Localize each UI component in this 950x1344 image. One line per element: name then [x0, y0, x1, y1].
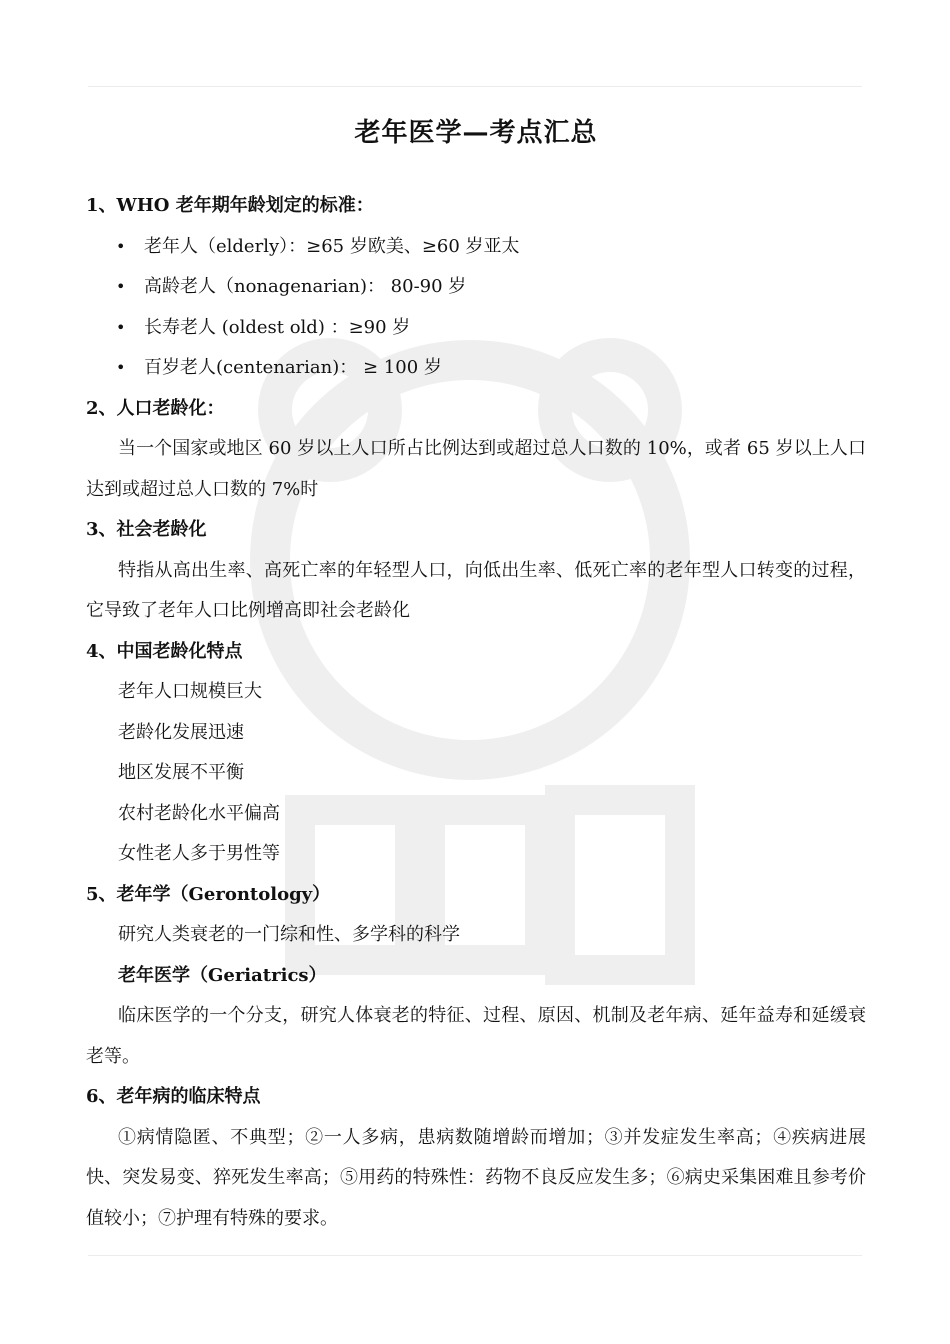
section-paragraph-5: 临床医学的一个分支，研究人体衰老的特征、过程、原因、机制及老年病、延年益寿和延缓衰老等。: [86, 1005, 866, 1067]
section-heading-4: 4、中国老龄化特点: [86, 640, 243, 662]
section-subheading-5: 老年医学（Geriatrics）: [118, 964, 327, 986]
bullet-icon: •: [116, 317, 126, 337]
section-line-5: 研究人类衰老的一门综和性、多学科的科学: [118, 924, 460, 945]
section-paragraph-6: ①病情隐匿、不典型；②一人多病，患病数随增龄而增加；③并发症发生率高；④疾病进展快、突发易变、猝死发生率高；⑤用药的特殊性：药物不良反应发生多；⑥病史采集困难且参考价值较小；⑦护理有特殊的要求。: [86, 1126, 866, 1229]
section-heading-1: 1、WHO 老年期年龄划定的标准：: [86, 195, 374, 216]
bullet-list: [86, 227, 866, 389]
section-paragraph-3: 特指从高出生率、高死亡率的年轻型人口，向低出生率、低死亡率的老年型人口转变的过程，它导致了老年人口比例增高即社会老龄化: [86, 559, 866, 621]
bullet-icon: •: [116, 277, 126, 296]
section-heading-6: 6、老年病的临床特点: [86, 1086, 261, 1107]
section-paragraph-2: 当一个国家或地区 60 岁以上人口所占比例达到或超过总人口数的 10%，或者 65 岁以上人口达到或超过总人口数的 7%时: [86, 438, 866, 500]
list-item: 农村老龄化水平偏高: [118, 802, 280, 824]
list-item: • 百岁老人(centenarian)： ≥ 100 岁: [86, 348, 866, 389]
list-item: • 长寿老人 (oldest old) ：≥90 岁: [86, 308, 866, 349]
list-item: 老年人口规模巨大: [118, 681, 262, 702]
bullet-icon: •: [116, 358, 126, 377]
list-item: 女性老人多于男性等: [118, 843, 280, 864]
list-item: 老龄化发展迅速: [118, 721, 244, 743]
list-item: 地区发展不平衡: [118, 762, 244, 783]
page-title: 老年医学—考点汇总: [354, 118, 598, 148]
list-item: • 高龄老人（nonagenarian)： 80-90 岁: [86, 267, 866, 308]
document-body: [86, 108, 866, 1239]
footer-rule: [88, 1255, 862, 1256]
section-heading-5: 5、老年学（Gerontology）: [86, 883, 331, 905]
header-rule: [88, 86, 862, 87]
section-heading-3: 3、社会老龄化: [86, 519, 207, 540]
list-item: • 老年人（elderly）：≥65 岁欧美、≥60 岁亚太: [86, 227, 866, 268]
bullet-icon: •: [116, 236, 126, 256]
section-heading-2: 2、人口老龄化：: [86, 397, 225, 419]
